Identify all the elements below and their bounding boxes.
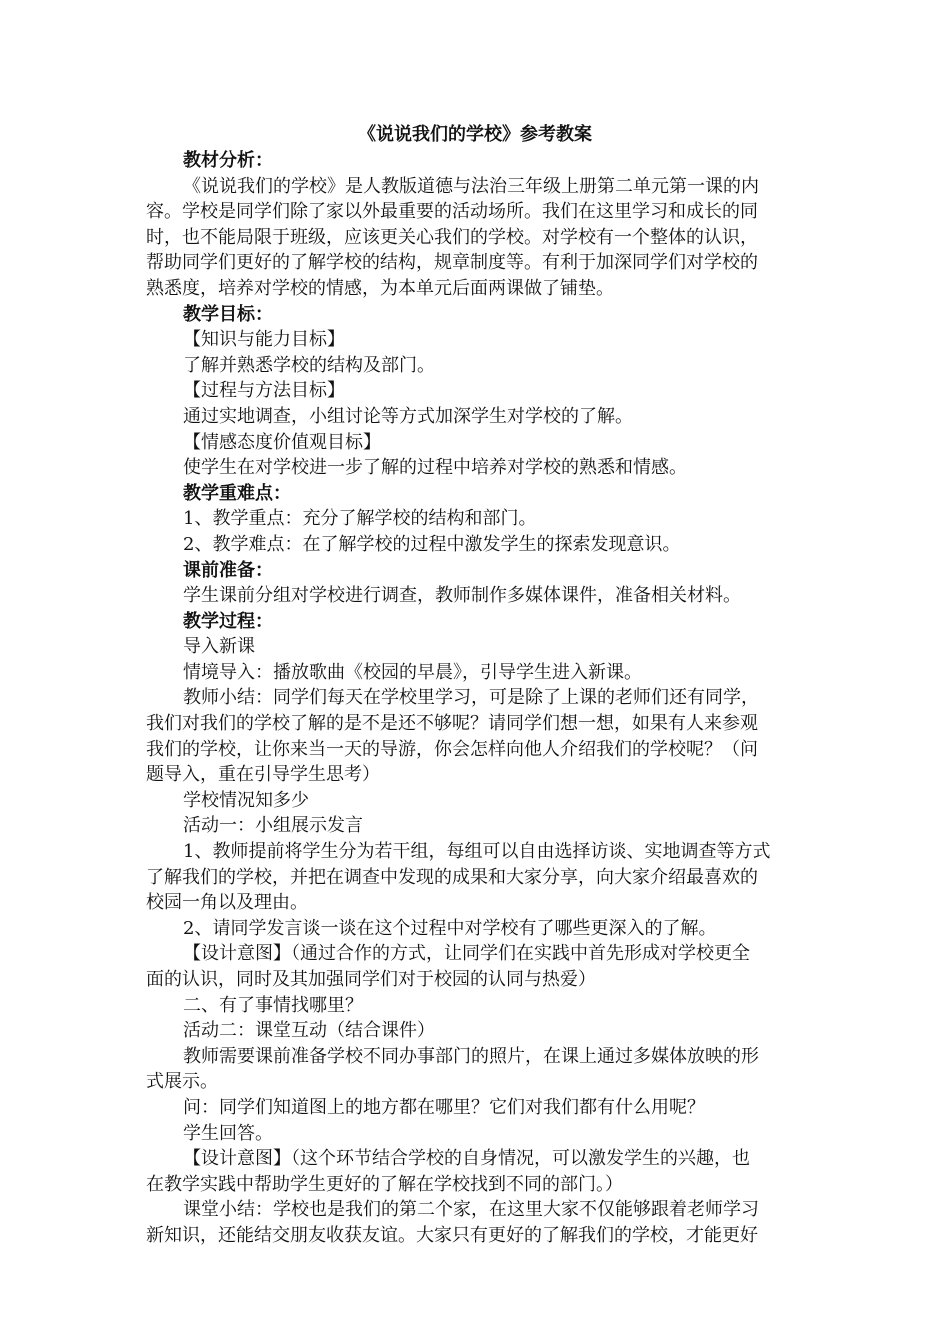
section-heading: 课前准备： <box>183 559 273 581</box>
text-line: 《说说我们的学校》是人教版道德与法治三年级上册第二单元第一课的内 <box>183 175 759 197</box>
text-line: 1、教师提前将学生分为若干组，每组可以自由选择访谈、实地调查等方式 <box>183 841 771 863</box>
text-line: 学校情况知多少 <box>183 789 309 811</box>
text-line: 教师小结：同学们每天在学校里学习，可是除了上课的老师们还有同学， <box>183 687 759 709</box>
text-line: 导入新课 <box>183 636 255 658</box>
text-line: 校园一角以及理由。 <box>146 892 308 914</box>
text-line: 【知识与能力目标】 <box>183 329 345 351</box>
text-line: 通过实地调查，小组讨论等方式加深学生对学校的了解。 <box>183 405 633 427</box>
section-heading: 教学过程： <box>183 610 273 632</box>
text-line: 二、有了事情找哪里？ <box>183 994 363 1016</box>
text-line: 学生课前分组对学校进行调查，教师制作多媒体课件，准备相关材料。 <box>183 585 741 607</box>
section-heading: 教学目标： <box>183 303 273 325</box>
text-line: 【情感态度价值观目标】 <box>183 431 381 453</box>
text-line: 在教学实践中帮助学生更好的了解在学校找到不同的部门。） <box>146 1173 623 1195</box>
text-line: 2、请同学发言谈一谈在这个过程中对学校有了哪些更深入的了解。 <box>183 917 717 939</box>
text-line: 时，也不能局限于班级，应该更关心我们的学校。对学校有一个整体的认识， <box>146 226 758 248</box>
text-line: 【设计意图】（通过合作的方式，让同学们在实践中首先形成对学校更全 <box>183 943 750 965</box>
text-line: 面的认识，同时及其加强同学们对于校园的认同与热爱） <box>146 969 596 990</box>
text-line: 式展示。 <box>146 1071 218 1093</box>
text-line: 课堂小结：学校也是我们的第二个家，在这里大家不仅能够跟着老师学习 <box>183 1199 759 1221</box>
section-heading: 教材分析： <box>183 150 273 171</box>
text-line: 情境导入：播放歌曲《校园的早晨》，引导学生进入新课。 <box>183 661 642 683</box>
text-line: 使学生在对学校进一步了解的过程中培养对学校的熟悉和情感。 <box>183 457 687 479</box>
text-line: 活动二：课堂互动（结合课件） <box>183 1020 435 1042</box>
section-heading: 教学重难点： <box>183 482 291 504</box>
text-line: 题导入，重在引导学生思考） <box>146 764 380 786</box>
text-line: 教师需要课前准备学校不同办事部门的照片，在课上通过多媒体放映的形 <box>183 1045 759 1067</box>
text-line: 学生回答。 <box>183 1122 273 1144</box>
text-line: 了解并熟悉学校的结构及部门。 <box>183 354 435 376</box>
text-line: 新知识，还能结交朋友收获友谊。大家只有更好的了解我们的学校，才能更好 <box>146 1224 758 1246</box>
document-title: 《说说我们的学校》参考教案 <box>358 124 592 145</box>
text-line: 容。学校是同学们除了家以外最重要的活动场所。我们在这里学习和成长的同 <box>146 201 758 223</box>
text-line: 了解我们的学校，并把在调查中发现的成果和大家分享，向大家介绍最喜欢的 <box>146 866 758 888</box>
text-line: 帮助同学们更好的了解学校的结构，规章制度等。有利于加深同学们对学校的 <box>146 252 758 274</box>
text-line: 【过程与方法目标】 <box>183 380 345 402</box>
text-line: 1、教学重点：充分了解学校的结构和部门。 <box>183 508 537 530</box>
text-line: 熟悉度，培养对学校的情感，为本单元后面两课做了铺垫。 <box>146 277 614 299</box>
text-line: 我们对我们的学校了解的是不是还不够呢？请同学们想一想，如果有人来参观 <box>146 713 758 735</box>
text-line: 问：同学们知道图上的地方都在哪里？它们对我们都有什么用呢？ <box>183 1096 705 1118</box>
text-line: 我们的学校，让你来当一天的导游，你会怎样向他人介绍我们的学校呢？（问 <box>146 738 758 760</box>
document-body <box>146 148 812 1249</box>
text-line: 活动一：小组展示发言 <box>183 815 363 837</box>
text-line: 【设计意图】（这个环节结合学校的自身情况，可以激发学生的兴趣，也 <box>183 1148 750 1170</box>
text-line: 2、教学难点：在了解学校的过程中激发学生的探索发现意识。 <box>183 533 681 555</box>
